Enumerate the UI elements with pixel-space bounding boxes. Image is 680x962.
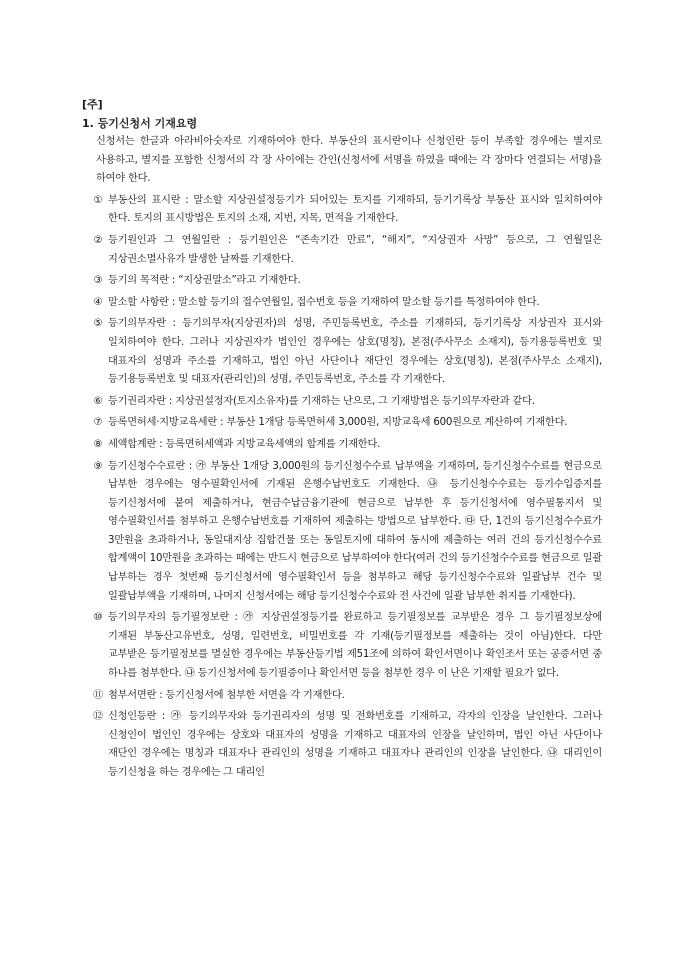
section-title: 1. 등기신청서 기재요령 — [82, 117, 198, 130]
item-text: 세액합계란 : 등록면허세액과 지방교육세액의 합계를 기재한다. — [108, 438, 381, 450]
item-marker: ⑥ — [93, 395, 103, 407]
item-marker: ⑨ — [93, 460, 103, 472]
note-tag: [주] — [82, 98, 103, 111]
list-item — [82, 272, 602, 291]
item-text: 등록면허세·지방교육세란 : 부동산 1개당 등록면허세 3,000원, 지방교육세 600원으로 계산하여 기재한다. — [108, 417, 568, 429]
item-marker: ④ — [93, 296, 103, 308]
intro-paragraph: 신청서는 한글과 아라비아숫자로 기재하여야 한다. 부동산의 표시란이나 신청인란 등이 부족할 경우에는 별지로 사용하고, 별지를 포함한 신청서의 각 장 사이에는 간인(신청서에 서명을 하였을 때에는 각 장마다 연결되는 서명)을 하여야 한다. — [96, 136, 602, 185]
item-marker: ⑫ — [93, 711, 103, 723]
list-item — [82, 687, 602, 706]
list-item — [82, 708, 602, 782]
item-text: 등기의 목적란 : “지상권말소”라고 기재한다. — [108, 275, 301, 287]
list-item — [82, 315, 602, 389]
item-marker: ⑩ — [93, 612, 103, 624]
item-text: 등기신청수수료란 : ㉮ 부동산 1개당 3,000원의 등기신청수수료 납부액을 기재하며, 등기신청수수료를 현금으로 납부한 경우에는 영수필확인서에 기재된 은행수납번호도 기재한다. ㉯ 등기신청수수료는 등기수입증지를 등기신청서에 붙여 제출하거나, 현금수납금융기관에 현금으로 납부한 후 등기신청서에 영수필통지서 및 영수필확인서를 첨부하고 은행수납번호를 기재하여 제출하는 방법으로 납부한다. ㉰ 단, 1건의 등기신청수수료가 3만원을 초과하거나, 동일대지상 집합건물 또는 동일토지에 대하여 동시에 제출하는 여러 건의 등기신청수수료 합계액이 10만원을 초과하는 때에는 반드시 현금으로 납부하여야 한다(여러 건의 등기신청수수료를 현금으로 일괄 납부하는 경우 첫번째 등기신청서에 영수필확인서 등을 첨부하고 해당 등기신청수수료와 일괄납부 건수 및 일괄납부액을 기재하며, 나머지 신청서에는 해당 등기신청수수료와 전 사건에 일괄 납부한 취지를 기재한다). — [108, 460, 602, 602]
item-text: 신청인등란 : ㉮ 등기의무자와 등기권리자의 성명 및 전화번호를 기재하고, 각자의 인장을 날인한다. 그러나 신청인이 법인인 경우에는 상호와 대표자의 성명을 기재하고 대표자의 인장을 날인하며, 법인 아닌 사단이나 재단인 경우에는 명칭과 대표자나 관리인의 성명을 기재하고 대표자나 관리인의 인장을 날인한다. ㉯ 대리인이 등기신청을 하는 경우에는 그 대리인 — [108, 711, 602, 778]
item-marker: ⑤ — [93, 318, 103, 330]
item-text: 등기의무자란 : 등기의무자(지상권자)의 성명, 주민등록번호, 주소를 기재하되, 등기기록상 지상권자 표시와 일치하여야 한다. 그러나 지상권자가 법인인 경우에는 상호(명칭), 본점(주사무소 소재지), 등기용등록번호 및 대표자의 성명과 주소를 기재하고, 법인 아닌 사단이나 재단인 경우에는 상호(명칭), 본점(주사무소 소재지), 등기용등록번호 및 대표자(관리인)의 성명, 주민등록번호, 주소를 각 기재한다. — [108, 318, 602, 386]
list-item — [82, 436, 602, 455]
item-marker: ② — [93, 234, 103, 246]
item-text: 첨부서면란 : 등기신청서에 첨부한 서면을 각 기재한다. — [108, 689, 345, 701]
list-item — [82, 192, 602, 229]
item-text: 부동산의 표시란 : 말소할 지상권설정등기가 되어있는 토지를 기재하되, 등기기록상 부동산 표시와 일치하여야 한다. 토지의 표시방법은 토지의 소재, 지번, 지목, 면적을 기재한다. — [108, 194, 602, 225]
list-item — [82, 458, 602, 607]
item-text: 등기권리자란 : 지상권설정자(토지소유자)를 기재하는 난으로, 그 기재방법은 등기의무자란과 같다. — [108, 395, 535, 407]
list-item — [82, 609, 602, 683]
content-body — [82, 133, 602, 786]
item-marker: ⑪ — [93, 689, 103, 701]
list-item — [82, 232, 602, 269]
item-marker: ③ — [93, 275, 103, 287]
list-item — [82, 294, 602, 313]
item-text: 등기의무자의 등기필정보란 : ㉮ 지상권설정등기를 완료하고 등기필정보를 교부받은 경우 그 등기필정보상에 기재된 부동산고유번호, 성명, 일련번호, 비밀번호를 각 기재(등기필정보를 제출하는 것이 아님)한다. 다만 교부받은 등기필정보를 멸실한 경우에는 부동산등기법 제51조에 의하여 확인서면이나 확인조서 또는 공증서면 중 하나를 첨부한다. ㉯ 등기신청서에 등기필증이나 확인서면 등을 첨부한 경우 이 난은 기재할 필요가 없다. — [108, 612, 602, 680]
list-item — [82, 393, 602, 412]
item-marker: ⑦ — [93, 417, 103, 429]
list-item — [82, 414, 602, 433]
item-marker: ① — [93, 194, 103, 206]
item-text: 말소할 사항란 : 말소할 등기의 접수연월일, 접수번호 등을 기재하여 말소할 등기를 특정하여야 한다. — [108, 296, 540, 308]
item-text: 등기원인과 그 연월일란 : 등기원인은 “존속기간 만료”, “해지”, “지상권자 사망” 등으로, 그 연월일은 지상권소멸사유가 발생한 날짜를 기재한다. — [108, 234, 602, 265]
item-marker: ⑧ — [93, 438, 103, 450]
